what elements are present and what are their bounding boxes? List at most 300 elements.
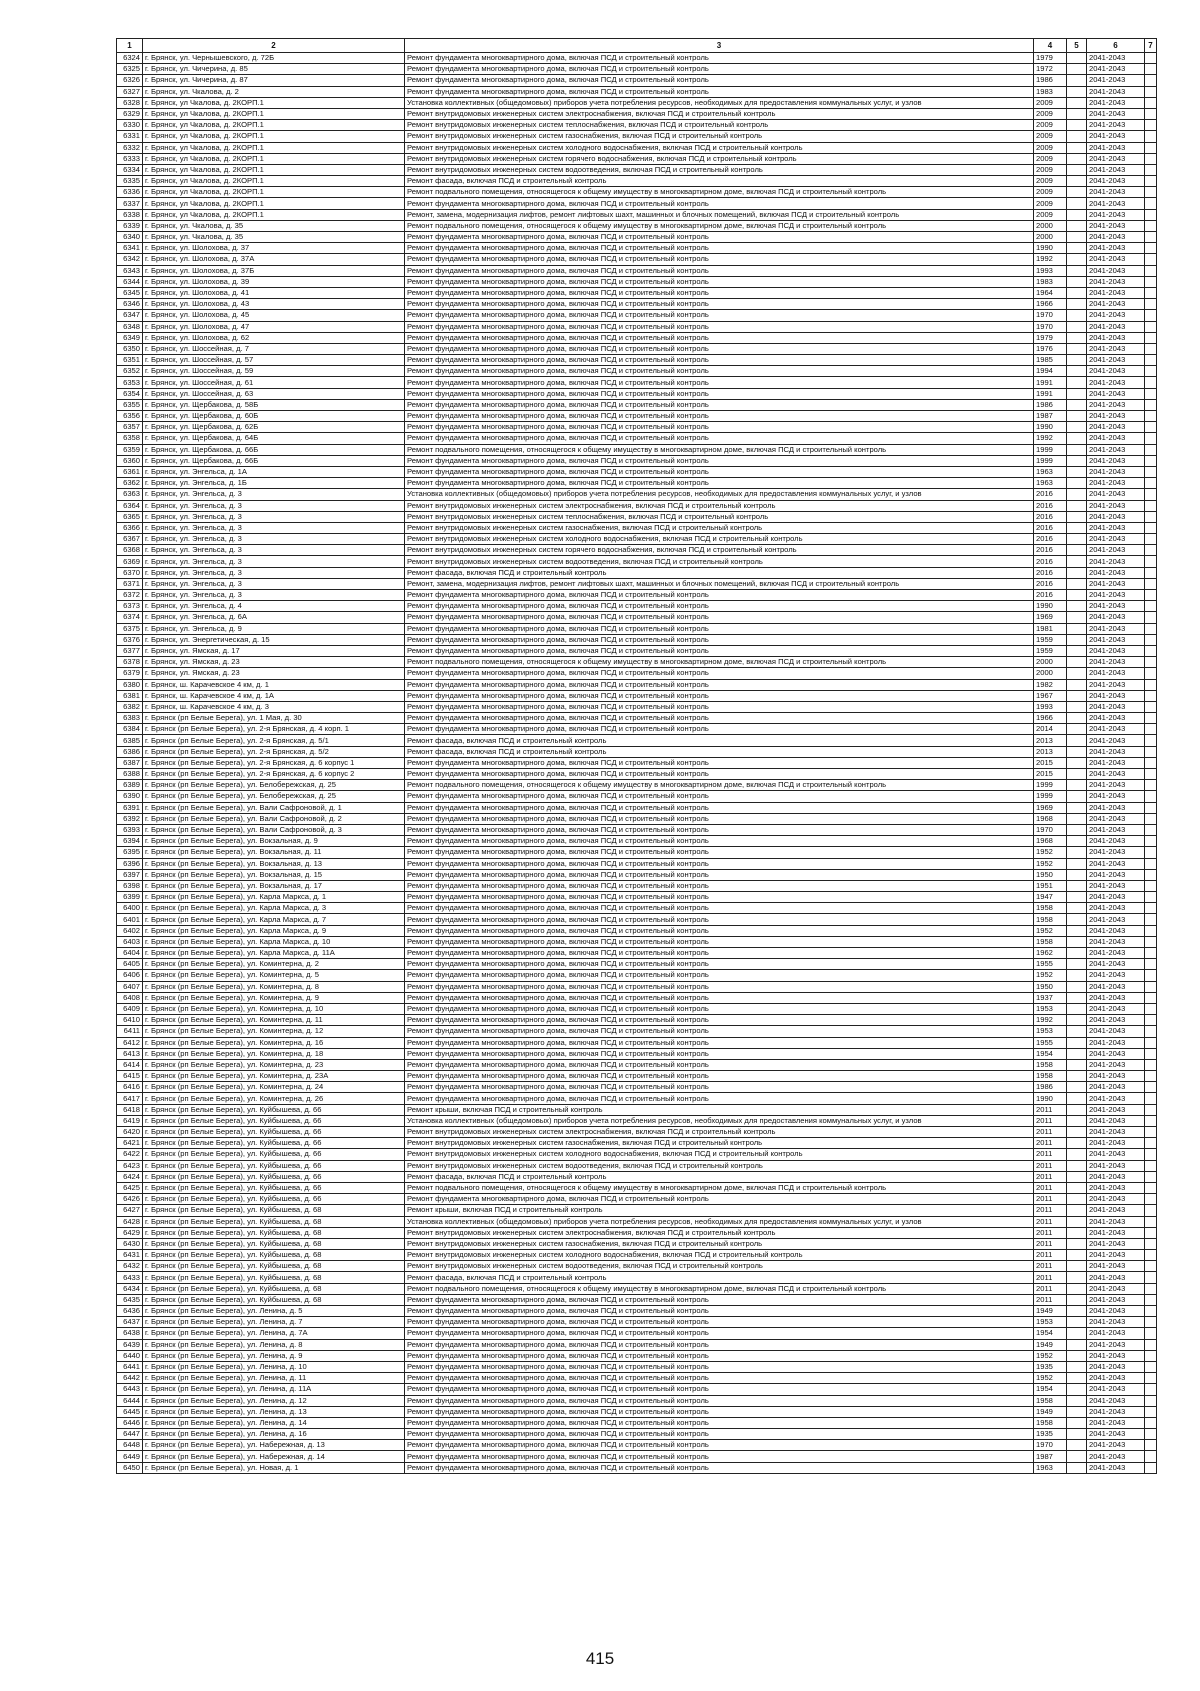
- col-5-value: [1067, 556, 1087, 567]
- row-number: 6377: [117, 645, 143, 656]
- work-type: Ремонт крыши, включая ПСД и строительный контроль: [405, 1104, 1034, 1115]
- address: г. Брянск (рп Белые Берега), ул. Вокзальная, д. 17: [143, 880, 405, 891]
- col-5-value: [1067, 1440, 1087, 1451]
- col-7-value: [1145, 1395, 1157, 1406]
- col-7-value: [1145, 634, 1157, 645]
- work-type: Ремонт фундамента многоквартирного дома, включая ПСД и строительный контроль: [405, 243, 1034, 254]
- year-built: 2011: [1034, 1171, 1067, 1182]
- address: г. Брянск (рп Белые Берега), ул. Ленина, д. 5: [143, 1306, 405, 1317]
- year-built: 1952: [1034, 1350, 1067, 1361]
- year-built: 1958: [1034, 914, 1067, 925]
- year-built: 2011: [1034, 1261, 1067, 1272]
- address: г. Брянск (рп Белые Берега), ул. Коминтерна, д. 5: [143, 970, 405, 981]
- col-7-value: [1145, 1238, 1157, 1249]
- work-type: Ремонт фасада, включая ПСД и строительный контроль: [405, 1171, 1034, 1182]
- row-number: 6423: [117, 1160, 143, 1171]
- col-7-value: [1145, 813, 1157, 824]
- col-5-value: [1067, 612, 1087, 623]
- year-built: 1966: [1034, 713, 1067, 724]
- table-row: [117, 645, 1157, 656]
- col-7-value: [1145, 1205, 1157, 1216]
- planned-period: 2041-2043: [1087, 522, 1145, 533]
- row-number: 6347: [117, 310, 143, 321]
- table-row: [117, 232, 1157, 243]
- row-number: 6355: [117, 399, 143, 410]
- table-row: [117, 657, 1157, 668]
- planned-period: 2041-2043: [1087, 858, 1145, 869]
- col-7-value: [1145, 1451, 1157, 1462]
- year-built: 1999: [1034, 791, 1067, 802]
- row-number: 6415: [117, 1071, 143, 1082]
- col-7-value: [1145, 388, 1157, 399]
- col-7-value: [1145, 97, 1157, 108]
- col-5-value: [1067, 53, 1087, 64]
- planned-period: 2041-2043: [1087, 120, 1145, 131]
- table-row: [117, 791, 1157, 802]
- row-number: 6343: [117, 265, 143, 276]
- row-number: 6353: [117, 377, 143, 388]
- work-type: Ремонт внутридомовых инженерных систем холодного водоснабжения, включая ПСД и строительный контроль: [405, 142, 1034, 153]
- col-5-value: [1067, 1406, 1087, 1417]
- col-5-value: [1067, 925, 1087, 936]
- year-built: 1986: [1034, 75, 1067, 86]
- work-type: Ремонт фундамента многоквартирного дома, включая ПСД и строительный контроль: [405, 903, 1034, 914]
- table-row: [117, 1104, 1157, 1115]
- table-row: [117, 164, 1157, 175]
- row-number: 6436: [117, 1306, 143, 1317]
- col-5-value: [1067, 1294, 1087, 1305]
- table-row: [117, 679, 1157, 690]
- col-7-value: [1145, 1182, 1157, 1193]
- work-type: Ремонт фундамента многоквартирного дома, включая ПСД и строительный контроль: [405, 1082, 1034, 1093]
- col-5-value: [1067, 198, 1087, 209]
- year-built: 1958: [1034, 1059, 1067, 1070]
- year-built: 2011: [1034, 1294, 1067, 1305]
- row-number: 6361: [117, 466, 143, 477]
- work-type: Ремонт фундамента многоквартирного дома, включая ПСД и строительный контроль: [405, 1361, 1034, 1372]
- planned-period: 2041-2043: [1087, 769, 1145, 780]
- row-number: 6406: [117, 970, 143, 981]
- col-7-value: [1145, 1115, 1157, 1126]
- work-type: Ремонт фундамента многоквартирного дома, включая ПСД и строительный контроль: [405, 769, 1034, 780]
- year-built: 2009: [1034, 164, 1067, 175]
- address: г. Брянск, ул. Шолохова, д. 47: [143, 321, 405, 332]
- planned-period: 2041-2043: [1087, 1104, 1145, 1115]
- col-5-value: [1067, 232, 1087, 243]
- year-built: 2009: [1034, 209, 1067, 220]
- work-type: Ремонт фундамента многоквартирного дома, включая ПСД и строительный контроль: [405, 1194, 1034, 1205]
- col-5-value: [1067, 701, 1087, 712]
- address: г. Брянск (рп Белые Берега), ул. Коминтерна, д. 12: [143, 1026, 405, 1037]
- address: г. Брянск (рп Белые Берега), ул. Куйбышева, д. 66: [143, 1160, 405, 1171]
- row-number: 6407: [117, 981, 143, 992]
- planned-period: 2041-2043: [1087, 824, 1145, 835]
- year-built: 2011: [1034, 1182, 1067, 1193]
- col-5-value: [1067, 634, 1087, 645]
- year-built: 2000: [1034, 220, 1067, 231]
- planned-period: 2041-2043: [1087, 1238, 1145, 1249]
- planned-period: 2041-2043: [1087, 478, 1145, 489]
- table-row: [117, 1395, 1157, 1406]
- col-5-value: [1067, 1429, 1087, 1440]
- col-7-value: [1145, 1272, 1157, 1283]
- year-built: 1958: [1034, 1395, 1067, 1406]
- work-type: Ремонт фундамента многоквартирного дома, включая ПСД и строительный контроль: [405, 455, 1034, 466]
- row-number: 6357: [117, 422, 143, 433]
- col-5-value: [1067, 791, 1087, 802]
- planned-period: 2041-2043: [1087, 343, 1145, 354]
- year-built: 1992: [1034, 433, 1067, 444]
- work-type: Ремонт фундамента многоквартирного дома, включая ПСД и строительный контроль: [405, 880, 1034, 891]
- work-type: Ремонт фундамента многоквартирного дома, включая ПСД и строительный контроль: [405, 265, 1034, 276]
- table-row: [117, 634, 1157, 645]
- header-row: [117, 39, 1157, 53]
- planned-period: 2041-2043: [1087, 366, 1145, 377]
- planned-period: 2041-2043: [1087, 1283, 1145, 1294]
- year-built: 2016: [1034, 500, 1067, 511]
- planned-period: 2041-2043: [1087, 86, 1145, 97]
- year-built: 2011: [1034, 1205, 1067, 1216]
- col-7-value: [1145, 757, 1157, 768]
- table-row: [117, 880, 1157, 891]
- planned-period: 2041-2043: [1087, 1149, 1145, 1160]
- table-row: [117, 1048, 1157, 1059]
- work-type: Ремонт фундамента многоквартирного дома, включая ПСД и строительный контроль: [405, 713, 1034, 724]
- col-5-value: [1067, 209, 1087, 220]
- address: г. Брянск (рп Белые Берега), ул. Карла Маркса, д. 11А: [143, 948, 405, 959]
- header-col-2: 2: [143, 39, 405, 53]
- work-type: Ремонт фундамента многоквартирного дома, включая ПСД и строительный контроль: [405, 466, 1034, 477]
- planned-period: 2041-2043: [1087, 433, 1145, 444]
- col-5-value: [1067, 187, 1087, 198]
- header-col-1: 1: [117, 39, 143, 53]
- planned-period: 2041-2043: [1087, 1395, 1145, 1406]
- row-number: 6416: [117, 1082, 143, 1093]
- row-number: 6393: [117, 824, 143, 835]
- col-7-value: [1145, 1261, 1157, 1272]
- col-5-value: [1067, 1395, 1087, 1406]
- work-type: Ремонт фундамента многоквартирного дома, включая ПСД и строительный контроль: [405, 86, 1034, 97]
- work-type: Ремонт фундамента многоквартирного дома, включая ПСД и строительный контроль: [405, 679, 1034, 690]
- address: г. Брянск (рп Белые Берега), ул. Коминтерна, д. 11: [143, 1015, 405, 1026]
- col-5-value: [1067, 1171, 1087, 1182]
- year-built: 1986: [1034, 1082, 1067, 1093]
- year-built: 1958: [1034, 1417, 1067, 1428]
- planned-period: 2041-2043: [1087, 422, 1145, 433]
- table-row: [117, 713, 1157, 724]
- col-7-value: [1145, 310, 1157, 321]
- col-5-value: [1067, 366, 1087, 377]
- year-built: 1949: [1034, 1339, 1067, 1350]
- row-number: 6409: [117, 1003, 143, 1014]
- planned-period: 2041-2043: [1087, 645, 1145, 656]
- col-5-value: [1067, 858, 1087, 869]
- col-5-value: [1067, 299, 1087, 310]
- row-number: 6389: [117, 780, 143, 791]
- address: г. Брянск, ул. Энгельса, д. 1А: [143, 466, 405, 477]
- col-7-value: [1145, 1003, 1157, 1014]
- col-5-value: [1067, 86, 1087, 97]
- planned-period: 2041-2043: [1087, 869, 1145, 880]
- col-5-value: [1067, 399, 1087, 410]
- year-built: 1964: [1034, 287, 1067, 298]
- year-built: 2013: [1034, 735, 1067, 746]
- table-row: [117, 836, 1157, 847]
- header-col-6: 6: [1087, 39, 1145, 53]
- year-built: 1969: [1034, 802, 1067, 813]
- year-built: 2011: [1034, 1216, 1067, 1227]
- address: г. Брянск, ул. Шоссейная, д. 61: [143, 377, 405, 388]
- table-row: [117, 1071, 1157, 1082]
- col-5-value: [1067, 1205, 1087, 1216]
- col-5-value: [1067, 444, 1087, 455]
- planned-period: 2041-2043: [1087, 1306, 1145, 1317]
- planned-period: 2041-2043: [1087, 1037, 1145, 1048]
- col-5-value: [1067, 388, 1087, 399]
- address: г. Брянск, ул. Щербакова, д. 62Б: [143, 422, 405, 433]
- col-5-value: [1067, 164, 1087, 175]
- row-number: 6367: [117, 534, 143, 545]
- col-7-value: [1145, 366, 1157, 377]
- year-built: 2016: [1034, 511, 1067, 522]
- year-built: 1958: [1034, 903, 1067, 914]
- col-5-value: [1067, 534, 1087, 545]
- address: г. Брянск (рп Белые Берега), ул. Карла Маркса, д. 7: [143, 914, 405, 925]
- col-7-value: [1145, 321, 1157, 332]
- row-number: 6337: [117, 198, 143, 209]
- row-number: 6360: [117, 455, 143, 466]
- row-number: 6438: [117, 1328, 143, 1339]
- row-number: 6433: [117, 1272, 143, 1283]
- address: г. Брянск, ул. Шолохова, д. 37Б: [143, 265, 405, 276]
- year-built: 2013: [1034, 746, 1067, 757]
- planned-period: 2041-2043: [1087, 668, 1145, 679]
- row-number: 6445: [117, 1406, 143, 1417]
- table-row: [117, 355, 1157, 366]
- col-7-value: [1145, 936, 1157, 947]
- table-row: [117, 959, 1157, 970]
- planned-period: 2041-2043: [1087, 690, 1145, 701]
- planned-period: 2041-2043: [1087, 1138, 1145, 1149]
- address: г. Брянск, ул. Шолохова, д. 43: [143, 299, 405, 310]
- row-number: 6358: [117, 433, 143, 444]
- col-5-value: [1067, 1048, 1087, 1059]
- work-type: Ремонт фундамента многоквартирного дома, включая ПСД и строительный контроль: [405, 310, 1034, 321]
- year-built: 1987: [1034, 1451, 1067, 1462]
- work-type: Ремонт фундамента многоквартирного дома, включая ПСД и строительный контроль: [405, 1003, 1034, 1014]
- table-row: [117, 53, 1157, 64]
- col-5-value: [1067, 1238, 1087, 1249]
- col-7-value: [1145, 578, 1157, 589]
- table-row: [117, 343, 1157, 354]
- col-5-value: [1067, 1149, 1087, 1160]
- work-type: Ремонт фундамента многоквартирного дома, включая ПСД и строительный контроль: [405, 690, 1034, 701]
- row-number: 6330: [117, 120, 143, 131]
- year-built: 1983: [1034, 86, 1067, 97]
- table-row: [117, 578, 1157, 589]
- planned-period: 2041-2043: [1087, 411, 1145, 422]
- row-number: 6362: [117, 478, 143, 489]
- col-5-value: [1067, 948, 1087, 959]
- year-built: 1959: [1034, 645, 1067, 656]
- col-7-value: [1145, 690, 1157, 701]
- col-7-value: [1145, 824, 1157, 835]
- col-7-value: [1145, 925, 1157, 936]
- address: г. Брянск (рп Белые Берега), ул. Ленина, д. 13: [143, 1406, 405, 1417]
- col-7-value: [1145, 176, 1157, 187]
- col-7-value: [1145, 1373, 1157, 1384]
- address: г. Брянск, ул. Шоссейная, д. 59: [143, 366, 405, 377]
- address: г. Брянск (рп Белые Берега), ул. Куйбышева, д. 68: [143, 1216, 405, 1227]
- table-row: [117, 377, 1157, 388]
- work-type: Ремонт фундамента многоквартирного дома, включая ПСД и строительный контроль: [405, 254, 1034, 265]
- year-built: 1970: [1034, 310, 1067, 321]
- year-built: 2009: [1034, 153, 1067, 164]
- col-7-value: [1145, 847, 1157, 858]
- row-number: 6425: [117, 1182, 143, 1193]
- address: г. Брянск, ул. Энгельса, д. 3: [143, 511, 405, 522]
- year-built: 1970: [1034, 321, 1067, 332]
- planned-period: 2041-2043: [1087, 657, 1145, 668]
- col-5-value: [1067, 1350, 1087, 1361]
- year-built: 2016: [1034, 590, 1067, 601]
- table-row: [117, 1093, 1157, 1104]
- address: г. Брянск (рп Белые Берега), ул. Куйбышева, д. 66: [143, 1138, 405, 1149]
- planned-period: 2041-2043: [1087, 1261, 1145, 1272]
- planned-period: 2041-2043: [1087, 466, 1145, 477]
- col-7-value: [1145, 1328, 1157, 1339]
- planned-period: 2041-2043: [1087, 1317, 1145, 1328]
- table-row: [117, 701, 1157, 712]
- year-built: 1967: [1034, 690, 1067, 701]
- row-number: 6420: [117, 1127, 143, 1138]
- table-row: [117, 813, 1157, 824]
- col-7-value: [1145, 1306, 1157, 1317]
- col-7-value: [1145, 287, 1157, 298]
- col-7-value: [1145, 411, 1157, 422]
- row-number: 6339: [117, 220, 143, 231]
- work-type: Ремонт фундамента многоквартирного дома, включая ПСД и строительный контроль: [405, 634, 1034, 645]
- col-5-value: [1067, 668, 1087, 679]
- year-built: 2011: [1034, 1227, 1067, 1238]
- page-number: 415: [585, 1649, 615, 1668]
- address: г. Брянск (рп Белые Берега), ул. Куйбышева, д. 66: [143, 1194, 405, 1205]
- col-5-value: [1067, 455, 1087, 466]
- col-7-value: [1145, 299, 1157, 310]
- planned-period: 2041-2043: [1087, 925, 1145, 936]
- work-type: Ремонт фасада, включая ПСД и строительный контроль: [405, 746, 1034, 757]
- col-7-value: [1145, 75, 1157, 86]
- year-built: 1951: [1034, 880, 1067, 891]
- col-7-value: [1145, 53, 1157, 64]
- table-row: [117, 1261, 1157, 1272]
- planned-period: 2041-2043: [1087, 847, 1145, 858]
- col-7-value: [1145, 869, 1157, 880]
- col-5-value: [1067, 780, 1087, 791]
- col-7-value: [1145, 1171, 1157, 1182]
- work-type: Ремонт подвального помещения, относящегося к общему имуществу в многоквартирном доме, включая ПСД и строительный контроль: [405, 1283, 1034, 1294]
- address: г. Брянск (рп Белые Берега), ул. 2-я Брянская, д. 5/1: [143, 735, 405, 746]
- work-type: Ремонт внутридомовых инженерных систем водоотведения, включая ПСД и строительный контроль: [405, 1261, 1034, 1272]
- row-number: 6369: [117, 556, 143, 567]
- planned-period: 2041-2043: [1087, 612, 1145, 623]
- year-built: 1970: [1034, 1440, 1067, 1451]
- col-5-value: [1067, 1115, 1087, 1126]
- row-number: 6331: [117, 131, 143, 142]
- col-7-value: [1145, 724, 1157, 735]
- row-number: 6405: [117, 959, 143, 970]
- address: г. Брянск (рп Белые Берега), ул. Куйбышева, д. 68: [143, 1227, 405, 1238]
- year-built: 1979: [1034, 332, 1067, 343]
- year-built: 1991: [1034, 377, 1067, 388]
- year-built: 1953: [1034, 1026, 1067, 1037]
- col-7-value: [1145, 1037, 1157, 1048]
- table-row: [117, 1328, 1157, 1339]
- work-type: Ремонт крыши, включая ПСД и строительный контроль: [405, 1205, 1034, 1216]
- table-row: [117, 1250, 1157, 1261]
- planned-period: 2041-2043: [1087, 545, 1145, 556]
- address: г. Брянск (рп Белые Берега), ул. Коминтерна, д. 9: [143, 992, 405, 1003]
- table-row: [117, 1429, 1157, 1440]
- col-7-value: [1145, 1294, 1157, 1305]
- work-type: Ремонт фундамента многоквартирного дома, включая ПСД и строительный контроль: [405, 299, 1034, 310]
- address: г. Брянск (рп Белые Берега), ул. 2-я Брянская, д. 6 корпус 1: [143, 757, 405, 768]
- address: г. Брянск, ул. Шоссейная, д. 7: [143, 343, 405, 354]
- col-7-value: [1145, 1026, 1157, 1037]
- address: г. Брянск (рп Белые Берега), ул. Коминтерна, д. 10: [143, 1003, 405, 1014]
- row-number: 6324: [117, 53, 143, 64]
- planned-period: 2041-2043: [1087, 198, 1145, 209]
- work-type: Ремонт подвального помещения, относящегося к общему имуществу в многоквартирном доме, включая ПСД и строительный контроль: [405, 187, 1034, 198]
- table-row: [117, 153, 1157, 164]
- year-built: 2014: [1034, 724, 1067, 735]
- year-built: 2009: [1034, 131, 1067, 142]
- year-built: 1999: [1034, 455, 1067, 466]
- col-7-value: [1145, 858, 1157, 869]
- planned-period: 2041-2043: [1087, 1048, 1145, 1059]
- col-7-value: [1145, 1059, 1157, 1070]
- work-type: Ремонт фундамента многоквартирного дома, включая ПСД и строительный контроль: [405, 232, 1034, 243]
- year-built: 1954: [1034, 1384, 1067, 1395]
- table-row: [117, 1115, 1157, 1126]
- year-built: 1986: [1034, 399, 1067, 410]
- year-built: 1952: [1034, 847, 1067, 858]
- table-row: [117, 903, 1157, 914]
- planned-period: 2041-2043: [1087, 735, 1145, 746]
- row-number: 6408: [117, 992, 143, 1003]
- planned-period: 2041-2043: [1087, 1127, 1145, 1138]
- work-type: Ремонт внутридомовых инженерных систем горячего водоснабжения, включая ПСД и строительный контроль: [405, 153, 1034, 164]
- planned-period: 2041-2043: [1087, 444, 1145, 455]
- col-5-value: [1067, 1026, 1087, 1037]
- col-5-value: [1067, 176, 1087, 187]
- work-type: Ремонт фундамента многоквартирного дома, включая ПСД и строительный контроль: [405, 198, 1034, 209]
- col-7-value: [1145, 657, 1157, 668]
- year-built: 1983: [1034, 276, 1067, 287]
- table-row: [117, 97, 1157, 108]
- row-number: 6411: [117, 1026, 143, 1037]
- table-row: [117, 478, 1157, 489]
- address: г. Брянск (рп Белые Берега), ул. Куйбышева, д. 66: [143, 1115, 405, 1126]
- planned-period: 2041-2043: [1087, 970, 1145, 981]
- table-row: [117, 735, 1157, 746]
- address: г. Брянск (рп Белые Берега), ул. Ленина, д. 11А: [143, 1384, 405, 1395]
- row-number: 6432: [117, 1261, 143, 1272]
- work-type: Ремонт внутридомовых инженерных систем холодного водоснабжения, включая ПСД и строительный контроль: [405, 1250, 1034, 1261]
- row-number: 6352: [117, 366, 143, 377]
- address: г. Брянск, ш. Карачевское 4 км, д. 3: [143, 701, 405, 712]
- planned-period: 2041-2043: [1087, 959, 1145, 970]
